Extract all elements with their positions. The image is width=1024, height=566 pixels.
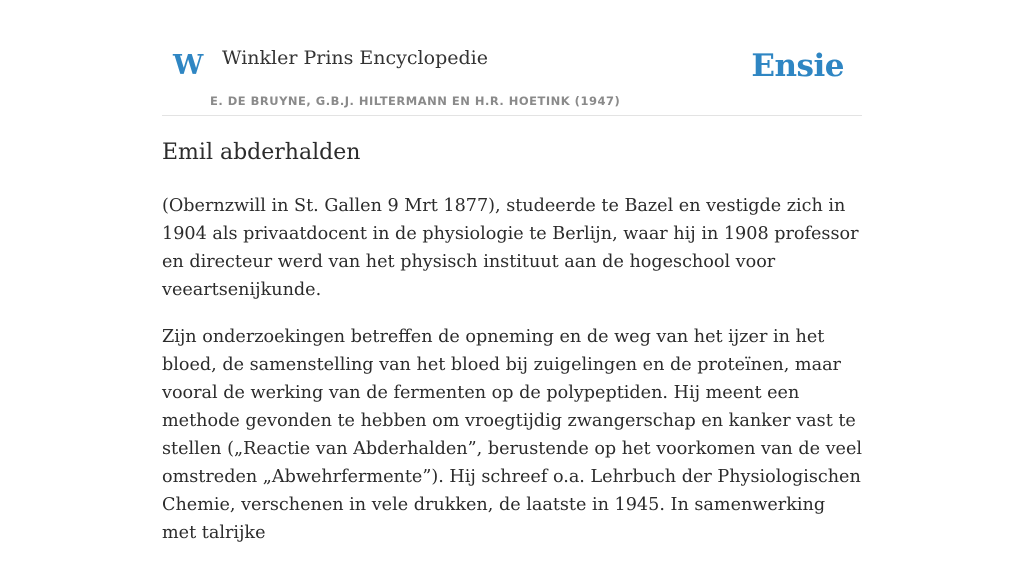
ensie-logo[interactable]: Ensie	[751, 48, 844, 84]
entry-title: Emil abderhalden	[162, 140, 361, 165]
source-header	[162, 40, 862, 116]
winkler-prins-logo-icon[interactable]: W	[173, 50, 204, 81]
source-title[interactable]: Winkler Prins Encyclopedie	[222, 47, 488, 69]
entry-body	[162, 192, 862, 566]
entry-paragraph: (Obernzwill in St. Gallen 9 Mrt 1877), studeerde te Bazel en vestigde zich in 1904 als privaatdocent in de physiologie te Berlijn, waar hij in 1908 professor en directeur werd van het physisch instituut aan de hogeschool voor veeartsenijkunde.	[162, 196, 859, 300]
entry-paragraph: Zijn onderzoekingen betreffen de opneming en de weg van het ijzer in het bloed, de samenstelling van het bloed bij zuigelingen en de proteïnen, maar vooral de werking van de fermenten op de polypeptiden. Hij meent een methode gevonden te hebben om vroegtijdig zwangerschap en kanker vast te stellen („Reactie van Abderhalden”, berustende op het voorkomen van de veel omstreden „Abwehrfermente”). Hij schreef o.a. Lehrbuch der Physiologischen Chemie, verschenen in vele drukken, de laatste in 1945. In samenwerking met talrijke	[162, 327, 863, 543]
source-authors: E. DE BRUYNE, G.B.J. HILTERMANN EN H.R. HOETINK (1947)	[210, 94, 621, 108]
